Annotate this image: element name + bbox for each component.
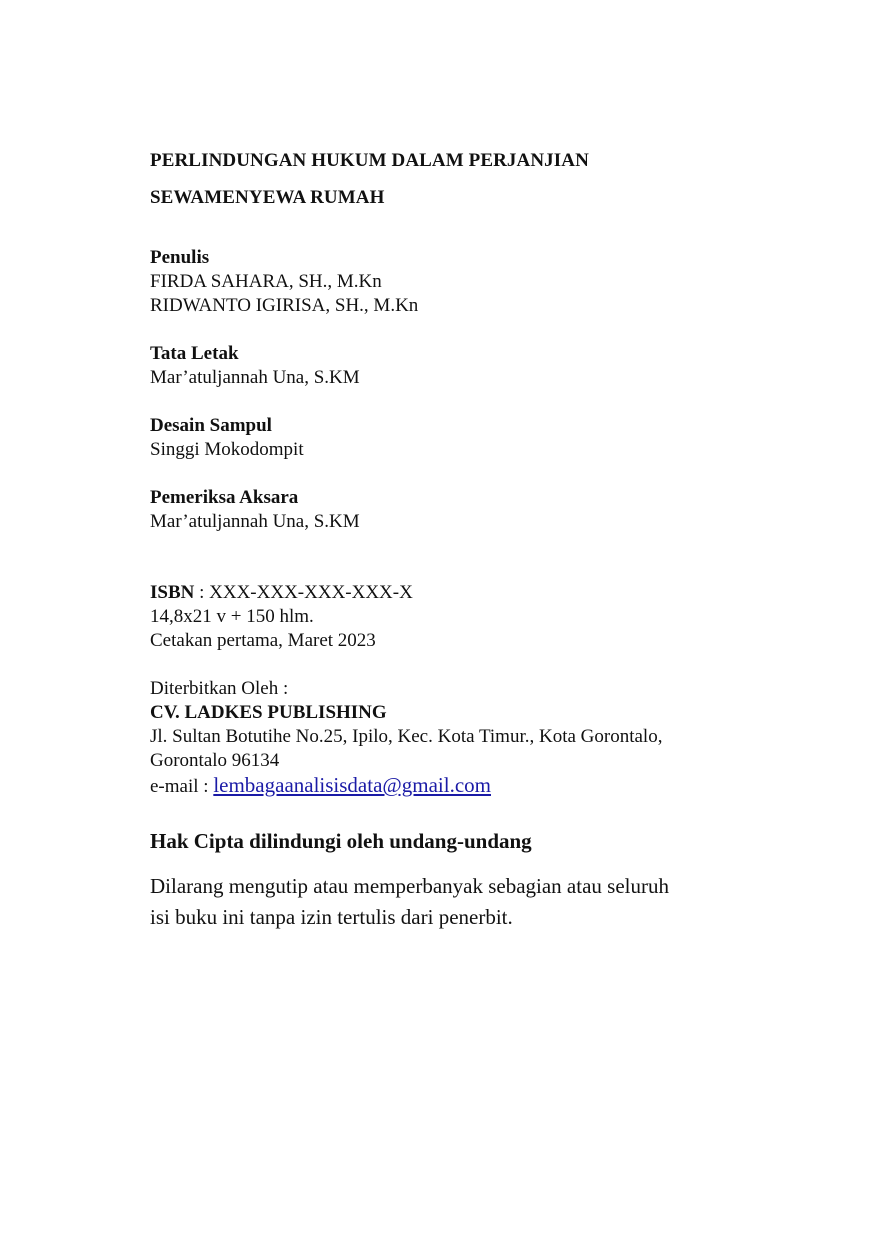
layout-name: Mar’atuljannah Una, S.KM bbox=[150, 367, 360, 388]
publisher-info bbox=[150, 677, 662, 799]
publisher-name: CV. LADKES PUBLISHING bbox=[150, 702, 387, 723]
copyright-notice-line-2: isi buku ini tanpa izin tertulis dari penerbit. bbox=[150, 905, 513, 929]
book-title-line-1: PERLINDUNGAN HUKUM DALAM PERJANJIAN bbox=[150, 150, 589, 171]
author-name-2: RIDWANTO IGIRISA, SH., M.Kn bbox=[150, 295, 419, 316]
publisher-address-1: Jl. Sultan Botutihe No.25, Ipilo, Kec. Kota Timur., Kota Gorontalo, bbox=[150, 726, 663, 747]
credit-layout bbox=[150, 342, 360, 390]
credit-authors bbox=[150, 246, 418, 318]
publisher-intro: Diterbitkan Oleh : bbox=[150, 678, 289, 699]
email-link[interactable]: lembagaanalisisdata@gmail.com bbox=[213, 773, 491, 797]
email-line bbox=[150, 773, 662, 799]
edition: Cetakan pertama, Maret 2023 bbox=[150, 630, 376, 651]
copyright-notice-line-1: Dilarang mengutip atau memperbanyak sebagian atau seluruh bbox=[150, 874, 669, 898]
isbn-label: ISBN bbox=[150, 582, 195, 603]
cover-designer-name: Singgi Mokodompit bbox=[150, 439, 304, 460]
credit-role-tata-letak: Tata Letak bbox=[150, 343, 239, 364]
book-info bbox=[150, 581, 413, 653]
credit-proofreader bbox=[150, 486, 360, 534]
publisher-address-2: Gorontalo 96134 bbox=[150, 750, 280, 771]
book-title-line-2: SEWAMENYEWA RUMAH bbox=[150, 187, 385, 208]
isbn-separator: : bbox=[194, 582, 210, 603]
credit-role-pemeriksa-aksara: Pemeriksa Aksara bbox=[150, 487, 299, 508]
isbn-value: XXX-XXX-XXX-XXX-X bbox=[209, 582, 413, 603]
copyright-heading: Hak Cipta dilindungi oleh undang-undang bbox=[150, 829, 532, 853]
author-name-1: FIRDA SAHARA, SH., M.Kn bbox=[150, 271, 382, 292]
size-pages: 14,8x21 v + 150 hlm. bbox=[150, 606, 314, 627]
email-label: e-mail : bbox=[150, 776, 214, 797]
isbn-line bbox=[150, 581, 413, 605]
credit-cover bbox=[150, 414, 304, 462]
credit-role-desain-sampul: Desain Sampul bbox=[150, 415, 272, 436]
copyright-notice bbox=[150, 871, 750, 933]
proofreader-name: Mar’atuljannah Una, S.KM bbox=[150, 511, 360, 532]
credit-role-penulis: Penulis bbox=[150, 247, 210, 268]
